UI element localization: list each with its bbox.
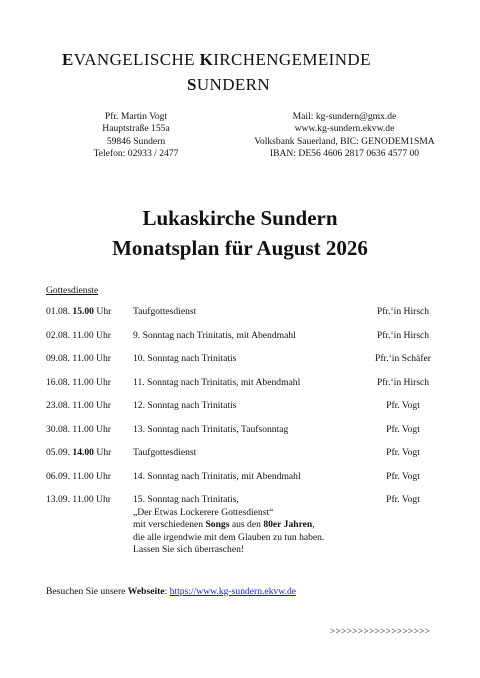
name-part: VANGELISCHE: [73, 50, 200, 69]
service-row: [46, 400, 466, 414]
church-title: Lukaskirche Sundern: [142, 206, 338, 230]
street-address: Hauptstraße 155a: [102, 123, 170, 135]
service-row: [46, 330, 466, 344]
email-address: Mail: kg-sundern@gmx.de: [292, 111, 397, 122]
description-text: mit verschiedenen: [133, 519, 206, 530]
service-date: 16.08.: [46, 376, 70, 388]
service-description-line: Taufgottesdienst: [133, 447, 197, 458]
emphasis-text: 80er Jahren: [263, 519, 313, 530]
service-time: 11.00: [72, 470, 94, 482]
footer-bold-text: Webseite: [127, 586, 165, 597]
name-part: UNDERN: [196, 75, 271, 94]
service-time: 11.00: [72, 376, 94, 388]
name-part: IRCHENGEMEINDE: [213, 50, 371, 69]
service-time-unit: Uhr: [96, 447, 112, 458]
service-pastor: Pfr. Vogt: [386, 400, 420, 411]
service-description-line: „Der Etwas Lockerere Gottesdienst“: [133, 506, 274, 518]
service-date: 13.09.: [46, 494, 70, 505]
service-date-time: [46, 400, 130, 413]
service-date-time: [46, 471, 130, 484]
bank-bic: Volksbank Sauerland, BIC: GENODEM1SMA: [254, 135, 435, 147]
service-time-unit: Uhr: [96, 494, 111, 505]
description-text: ,: [312, 519, 315, 530]
service-description-line: 14. Sonntag nach Trinitatis, mit Abendmahl: [133, 470, 301, 482]
service-time: 14.00: [72, 447, 94, 458]
service-time-unit: Uhr: [96, 470, 111, 482]
service-description-line: 11. Sonntag nach Trinitatis, mit Abendmahl: [133, 376, 301, 388]
service-pastor: Pfr. Vogt: [386, 470, 420, 482]
service-date: 01.08.: [46, 306, 70, 317]
bank-iban: IBAN: DE56 4606 2817 0636 4577 00: [269, 147, 420, 159]
footer-colon: :: [164, 586, 170, 597]
service-date: 09.08.: [46, 353, 70, 364]
website-footer: [46, 586, 296, 597]
service-description-line: 10. Sonntag nach Trinitatis: [133, 353, 237, 364]
service-description: [133, 494, 383, 557]
service-description: [133, 424, 383, 437]
initial-letter: E: [62, 50, 74, 69]
service-time: 11.00: [72, 423, 94, 435]
service-description-line: 13. Sonntag nach Trinitatis, Taufsonntag: [133, 423, 289, 435]
service-description-line: [133, 519, 383, 532]
service-pastor: Pfr. Vogt: [386, 423, 420, 435]
service-time-unit: Uhr: [96, 400, 111, 411]
service-date-time: [46, 330, 130, 343]
service-description: [133, 353, 383, 366]
service-pastor: Pfr. Vogt: [386, 494, 420, 505]
phone-number: Telefon: 02933 / 2477: [93, 147, 179, 159]
service-row: [46, 447, 466, 461]
service-time: 11.00: [72, 353, 94, 364]
parish-name-line-1: [62, 47, 422, 72]
initial-letter: S: [187, 75, 197, 94]
service-description-line: die alle irgendwie mit dem Glauben zu tun haben.: [133, 531, 325, 543]
service-time-unit: Uhr: [96, 376, 111, 388]
initial-letter: K: [199, 50, 214, 69]
service-date-time: [46, 447, 130, 460]
service-time-unit: Uhr: [96, 423, 111, 435]
website-address: www.kg-sundern.ekvw.de: [294, 123, 395, 135]
service-time-unit: Uhr: [96, 329, 111, 341]
service-date: 23.08.: [46, 400, 70, 411]
service-description: [133, 471, 383, 484]
service-date: 05.09.: [46, 447, 70, 458]
service-description: [133, 330, 383, 343]
service-date-time: [46, 424, 130, 437]
pastor-name: Pfr. Martin Vogt: [104, 111, 168, 122]
parish-name-header: [62, 47, 422, 97]
section-heading-services: Gottesdienste: [46, 285, 99, 296]
service-description: [133, 306, 383, 319]
service-date-time: [46, 494, 130, 507]
service-date-time: [46, 306, 130, 319]
service-row: [46, 471, 466, 485]
service-time-unit: Uhr: [96, 306, 112, 317]
service-description-line: 9. Sonntag nach Trinitatis, mit Abendmahl: [133, 329, 296, 341]
service-description: [133, 377, 383, 390]
service-description-line: Taufgottesdienst: [133, 306, 197, 317]
continuation-arrows: >>>>>>>>>>>>>>>>>>: [330, 626, 431, 636]
service-time: 11.00: [72, 400, 94, 411]
service-row: [46, 377, 466, 391]
service-time: 11.00: [72, 494, 94, 505]
service-time: 15.00: [72, 306, 94, 317]
service-date: 02.08.: [46, 329, 70, 341]
service-date-time: [46, 353, 130, 366]
service-date: 30.08.: [46, 423, 70, 435]
service-pastor: Pfr.‘in Schäfer: [375, 353, 431, 364]
service-description: [133, 400, 383, 413]
service-date-time: [46, 377, 130, 390]
service-time: 11.00: [72, 329, 94, 341]
service-row: [46, 494, 466, 555]
service-pastor: Pfr.‘in Hirsch: [376, 329, 430, 341]
postal-city: 59846 Sundern: [106, 135, 166, 147]
service-row: [46, 306, 466, 320]
service-description: [133, 447, 383, 460]
service-time-unit: Uhr: [96, 353, 111, 364]
contact-address-block: [86, 111, 186, 160]
website-link[interactable]: https://www.kg-sundern.ekvw.de: [169, 586, 297, 597]
service-description-line: 15. Sonntag nach Trinitatis,: [133, 494, 239, 505]
service-pastor: Pfr. Vogt: [386, 447, 420, 458]
service-pastor: Pfr.‘in Hirsch: [376, 306, 430, 317]
service-date: 06.09.: [46, 470, 70, 482]
contact-bank-block: [237, 111, 452, 160]
parish-name-line-2: [62, 72, 422, 97]
description-text: aus den: [229, 519, 264, 530]
service-row: [46, 424, 466, 438]
month-plan-title: Monatsplan für August 2026: [112, 236, 368, 260]
service-row: [46, 353, 466, 367]
service-description-line: 12. Sonntag nach Trinitatis: [133, 400, 237, 411]
emphasis-text: Songs: [205, 519, 230, 530]
service-description-line: Lassen Sie sich überraschen!: [133, 544, 245, 555]
document-title: [0, 203, 480, 263]
footer-text: Besuchen Sie unsere: [46, 586, 128, 597]
service-pastor: Pfr.‘in Hirsch: [376, 376, 430, 388]
